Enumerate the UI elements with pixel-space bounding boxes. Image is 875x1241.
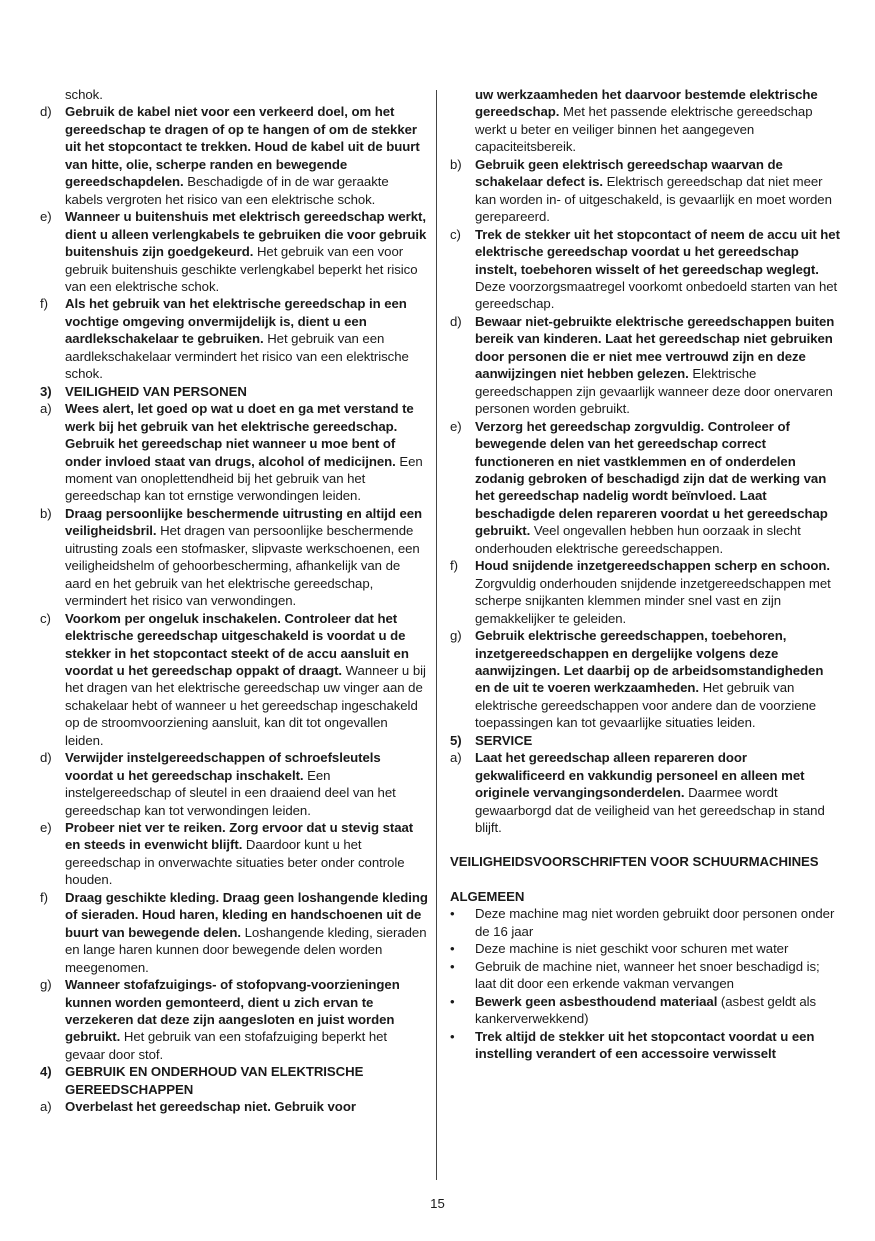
lead-text: uw werkzaamheden het daarvoor bestemde elektrische gereedschap. Met het passende elektrische gereedschap werkt u beter en veiliger binnen het aangegeven capaciteitsbereik.: [475, 87, 818, 155]
list-item: c) Voorkom per ongeluk inschakelen. Controleer dat het elektrische gereedschap uitgeschakeld is voordat u de stekker in het stopcontact steekt of de accu aansluit en voordat u het gereedschap oppakt of draagt. Wanneer u bij het dragen van het elektrische gereedschap uw vinger aan de schakelaar hebt of wanneer u het gereedschap ingeschakeld op de stroomvoorziening aansluit, kan dit tot ongevallen leiden.: [40, 610, 426, 748]
right-column: [450, 86, 840, 1062]
section-heading: 4) GEBRUIK EN ONDERHOUD VAN ELEKTRISCHE GEREEDSCHAPPEN: [40, 1064, 364, 1097]
column-divider: [436, 90, 437, 1180]
list-item: b) Gebruik geen elektrisch gereedschap waarvan de schakelaar defect is. Elektrisch gereedschap dat niet meer kan worden in- of uitgeschakeld, is gevaarlijk en moet worden gerepareerd.: [450, 156, 832, 225]
lead-text: schok.: [65, 87, 103, 102]
general-subheading: ALGEMEEN: [450, 888, 525, 904]
bullet-item: • Bewerk geen asbesthoudend materiaal (asbest geldt als kankerverwekkend): [450, 993, 817, 1027]
left-column: [40, 86, 428, 1116]
list-item: b) Draag persoonlijke beschermende uitrusting en altijd een veiligheidsbril. Het dragen van persoonlijke beschermende uitrusting zoals een stofmasker, slipvaste werkschoenen, een veiligheidshelm of gehoorbescherming, afhankelijk van de aard en het gebruik van het elektrische gereedschap, vermindert het risico van verwondingen.: [40, 505, 423, 609]
bullet-item: • Gebruik de machine niet, wanneer het snoer beschadigd is; laat dit door een erkende vakman vervangen: [450, 958, 820, 992]
section-heading: 5) SERVICE: [450, 732, 533, 748]
list-item: f) Houd snijdende inzetgereedschappen scherp en schoon. Zorgvuldig onderhouden snijdende inzetgereedschappen met scherpe snijkanten klemmen minder snel vast en zijn gemakkelijker te geleiden.: [450, 558, 831, 626]
list-item: a) Overbelast het gereedschap niet. Gebruik voor: [40, 1099, 356, 1115]
bullet-item: • Trek altijd de stekker uit het stopcontact voordat u een instelling verandert of een accessoire verwisselt: [450, 1028, 815, 1062]
bullet-item: • Deze machine mag niet worden gebruikt door personen onder de 16 jaar: [450, 906, 835, 939]
list-item: f) Als het gebruik van het elektrische gereedschap in een vochtige omgeving onvermijdelijk is, dient u een aardlekschakelaar te gebruiken. Het gebruik van een aardlekschakelaar vermindert het risico van een elektrische schok.: [40, 296, 409, 382]
list-item: d) Gebruik de kabel niet voor een verkeerd doel, om het gereedschap te dragen of op te hangen of om de stekker uit het stopcontact te trekken. Houd de kabel uit de buurt van hitte, olie, scherpe randen en bewegende gereedschapdelen. Beschadigde of in de war geraakte kabels vergroten het risico van een elektrische schok.: [40, 104, 420, 207]
list-item: e) Probeer niet ver te reiken. Zorg ervoor dat u stevig staat en steeds in evenwicht blijft. Daardoor kunt u het gereedschap in onverwachte situaties beter onder controle houden.: [40, 820, 414, 888]
list-item: e) Verzorg het gereedschap zorgvuldig. Controleer of bewegende delen van het gereedschap correct functioneren en niet vastklemmen en of onderdelen zodanig gebroken of beschadigd zijn dat de werking van het gereedschap nadelig wordt beïnvloed. Laat beschadigde delen repareren voordat u het gereedschap gebruikt. Veel ongevallen hebben hun oorzaak in slecht onderhouden elektrische gereedschappen.: [450, 418, 828, 556]
list-item: d) Bewaar niet-gebruikte elektrische gereedschappen buiten bereik van kinderen. Laat het gereedschap niet gebruiken door personen die er niet mee vertrouwd zijn en deze aanwijzingen niet hebben gelezen. Elektrische gereedschappen zijn gevaarlijk wanneer deze door onervaren personen worden gebruikt.: [450, 313, 835, 417]
list-item: f) Draag geschikte kleding. Draag geen loshangende kleding of sieraden. Houd haren, kleding en handschoenen uit de buurt van bewegende delen. Loshangende kleding, sieraden en lange haren kunnen door bewegende delen worden meegenomen.: [40, 889, 428, 975]
list-item: c) Trek de stekker uit het stopcontact of neem de accu uit het elektrische gereedschap voordat u het gereedschap instelt, toebehoren wisselt of het gereedschap weglegt. Deze voorzorgsmaatregel voorkomt onbedoeld starten van het gereedschap.: [450, 226, 840, 312]
bullet-item: • Deze machine is niet geschikt voor schuren met water: [450, 941, 789, 957]
page-number: 15: [430, 1196, 445, 1211]
list-item: g) Gebruik elektrische gereedschappen, toebehoren, inzetgereedschappen en dergelijke volgens deze aanwijzingen. Let daarbij op de arbeidsomstandigheden en de uit te voeren werkzaamheden. Het gebruik van elektrische gereedschappen voor andere dan de voorziene toepassingen kan tot gevaarlijke situaties leiden.: [450, 628, 824, 731]
list-item: e) Wanneer u buitenshuis met elektrisch gereedschap werkt, dient u alleen verlengkabels te gebruiken die voor gebruik buitenshuis zijn goedgekeurd. Het gebruik van een voor gebruik buitenshuis geschikte verlengkabel beperkt het risico van een elektrische schok.: [40, 209, 427, 294]
list-item: a) Laat het gereedschap alleen repareren door gekwalificeerd en vakkundig personeel en alleen met originele vervangingsonderdelen. Daarmee wordt gewaarborgd dat de veiligheid van het gereedschap in stand blijft.: [450, 750, 825, 836]
section-heading: 3) VEILIGHEID VAN PERSONEN: [40, 383, 247, 399]
list-item: d) Verwijder instelgereedschappen of schroefsleutels voordat u het gereedschap inschakelt. Een instelgereedschap of sleutel in een draaiend deel van het gereedschap kan tot verwondingen leiden.: [40, 750, 396, 818]
list-item: a) Wees alert, let goed op wat u doet en ga met verstand te werk bij het gebruik van het elektrische gereedschap. Gebruik het gereedschap niet wanneer u moe bent of onder invloed staat van drugs, alcohol of medicijnen. Een moment van onoplettendheid bij het gebruik van het gereedschap kan tot ernstige verwondingen leiden.: [40, 401, 423, 504]
list-item: g) Wanneer stofafzuigings- of stofopvang-voorzieningen kunnen worden gemonteerd, dient u zich ervan te verzekeren dat deze zijn aangesloten en juist worden gebruikt. Het gebruik van een stofafzuiging beperkt het gevaar door stof.: [40, 977, 400, 1062]
safety-heading: VEILIGHEIDSVOORSCHRIFTEN VOOR SCHUURMACHINES: [450, 854, 819, 870]
